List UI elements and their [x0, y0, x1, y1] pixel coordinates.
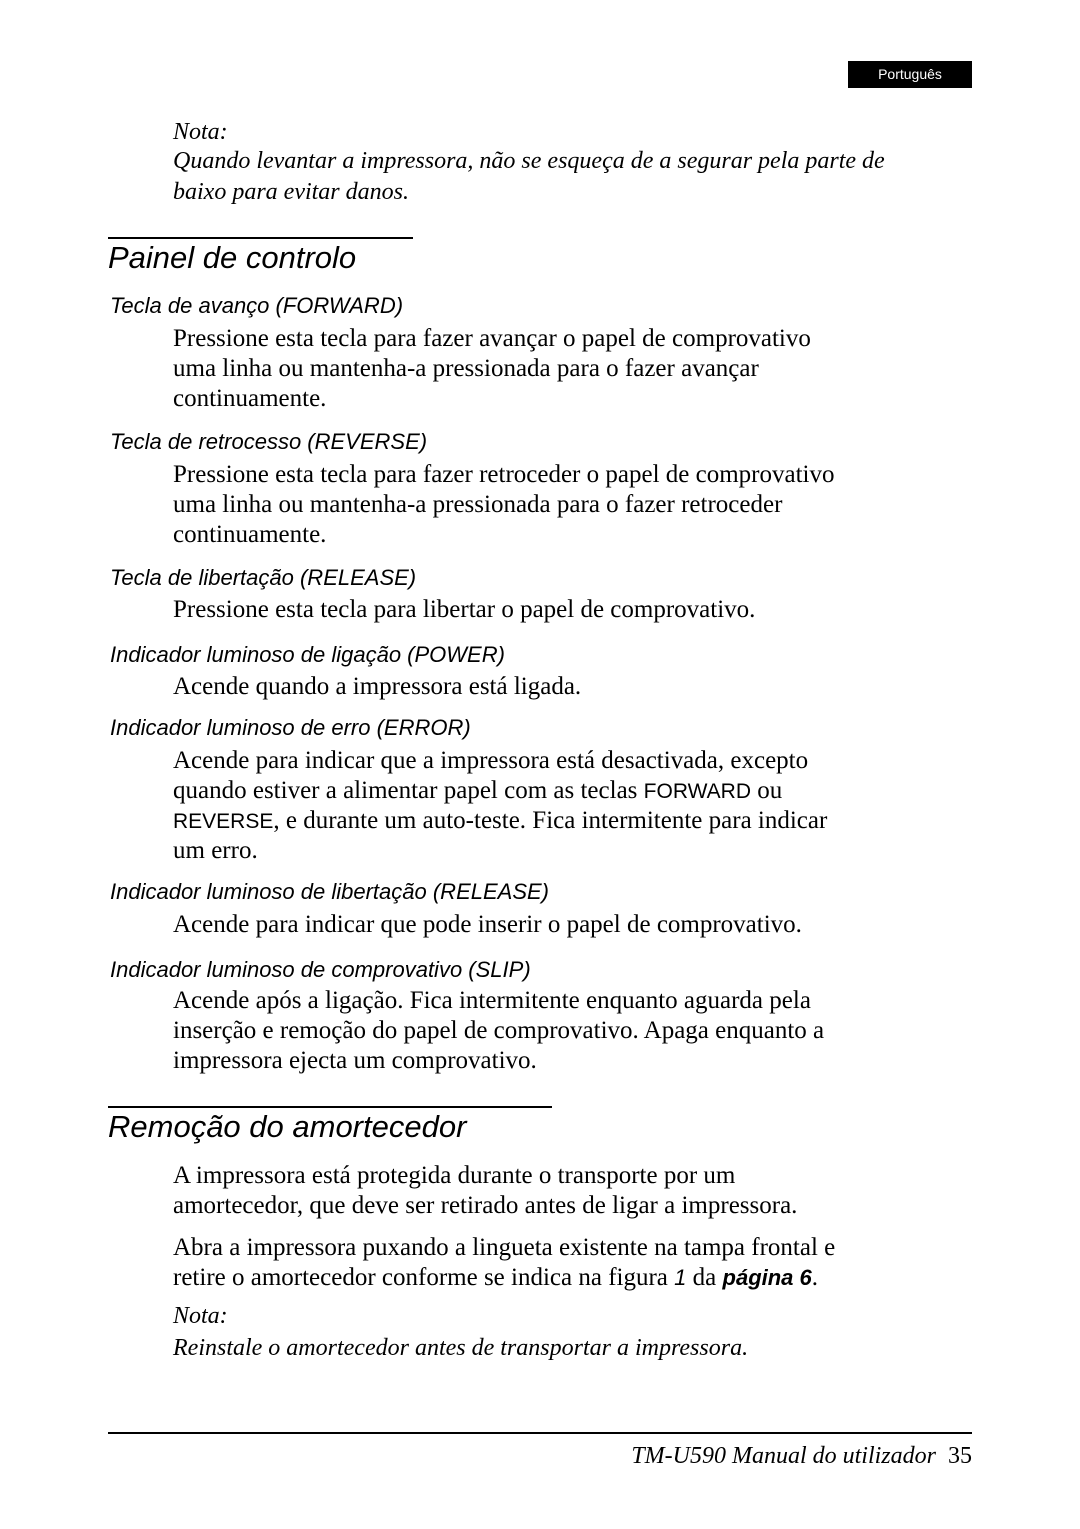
body-line: A impressora está protegida durante o transporte por um: [173, 1162, 736, 1189]
figure-reference: 1: [674, 1265, 687, 1290]
item-body-line: Acende quando a impressora está ligada.: [173, 673, 582, 700]
item-body-line: Acende para indicar que a impressora está desactivada, excepto: [173, 747, 809, 774]
item-body-line: Acende após a ligação. Fica intermitente enquanto aguarda pela: [173, 987, 811, 1014]
item-body-line: [173, 776, 782, 807]
body-text: da: [686, 1264, 723, 1291]
section-title: Remoção do amortecedor: [108, 1109, 467, 1144]
page-number: 35: [948, 1443, 972, 1469]
note-label: Nota:: [173, 119, 228, 145]
language-tab: Português: [848, 61, 972, 88]
body-line: amortecedor, que deve ser retirado antes de ligar a impressora.: [173, 1192, 798, 1219]
item-heading: Indicador luminoso de comprovativo (SLIP): [110, 957, 531, 982]
body-text: .: [811, 1264, 819, 1291]
manual-title: TM-U590 Manual do utilizador: [631, 1443, 936, 1469]
item-body-line: uma linha ou mantenha-a pressionada para o fazer avançar: [173, 355, 759, 382]
item-heading: Indicador luminoso de erro (ERROR): [110, 715, 471, 740]
page-reference-link[interactable]: página 6: [722, 1265, 812, 1290]
section-title: Painel de controlo: [108, 240, 357, 275]
item-body-line: inserção e remoção do papel de comprovativo. Apaga enquanto a: [173, 1017, 825, 1044]
item-heading: Indicador luminoso de ligação (POWER): [110, 642, 505, 667]
item-body-line: [173, 806, 827, 837]
item-body-line: Acende para indicar que pode inserir o papel de comprovativo.: [173, 911, 802, 938]
item-body-text: ou: [750, 777, 783, 804]
footer-rule: [108, 1432, 972, 1434]
item-body-line: continuamente.: [173, 385, 327, 412]
item-body-text: , e durante um auto-teste. Fica intermitente para indicar: [273, 807, 828, 834]
item-heading: Tecla de avanço (FORWARD): [110, 293, 404, 318]
note-text-line: baixo para evitar danos.: [173, 179, 409, 205]
item-body-line: Pressione esta tecla para fazer retroceder o papel de comprovativo: [173, 461, 835, 488]
key-name-forward: FORWARD: [643, 780, 751, 803]
page-footer: [631, 1441, 972, 1471]
item-body-line: um erro.: [173, 837, 258, 864]
body-text: retire o amortecedor conforme se indica na figura: [173, 1264, 675, 1291]
item-body-line: uma linha ou mantenha-a pressionada para o fazer retroceder: [173, 491, 783, 518]
item-body-line: impressora ejecta um comprovativo.: [173, 1047, 537, 1074]
item-body-line: Pressione esta tecla para fazer avançar o papel de comprovativo: [173, 325, 811, 352]
note-text-line: Quando levantar a impressora, não se esqueça de a segurar pela parte de: [173, 148, 885, 174]
key-name-reverse: REVERSE: [173, 810, 274, 833]
note-label: Nota:: [173, 1303, 228, 1329]
body-line: [173, 1263, 818, 1293]
section-rule: [108, 1106, 552, 1108]
note-text-line: Reinstale o amortecedor antes de transportar a impressora.: [173, 1335, 749, 1361]
item-body-text: quando estiver a alimentar papel com as teclas: [173, 777, 644, 804]
item-body-line: continuamente.: [173, 521, 327, 548]
body-line: Abra a impressora puxando a lingueta existente na tampa frontal e: [173, 1234, 836, 1261]
item-heading: Tecla de retrocesso (REVERSE): [110, 429, 428, 454]
item-heading: Indicador luminoso de libertação (RELEASE): [110, 879, 550, 904]
section-rule: [108, 237, 413, 239]
item-heading: Tecla de libertação (RELEASE): [110, 565, 417, 590]
item-body-line: Pressione esta tecla para libertar o papel de comprovativo.: [173, 596, 756, 623]
